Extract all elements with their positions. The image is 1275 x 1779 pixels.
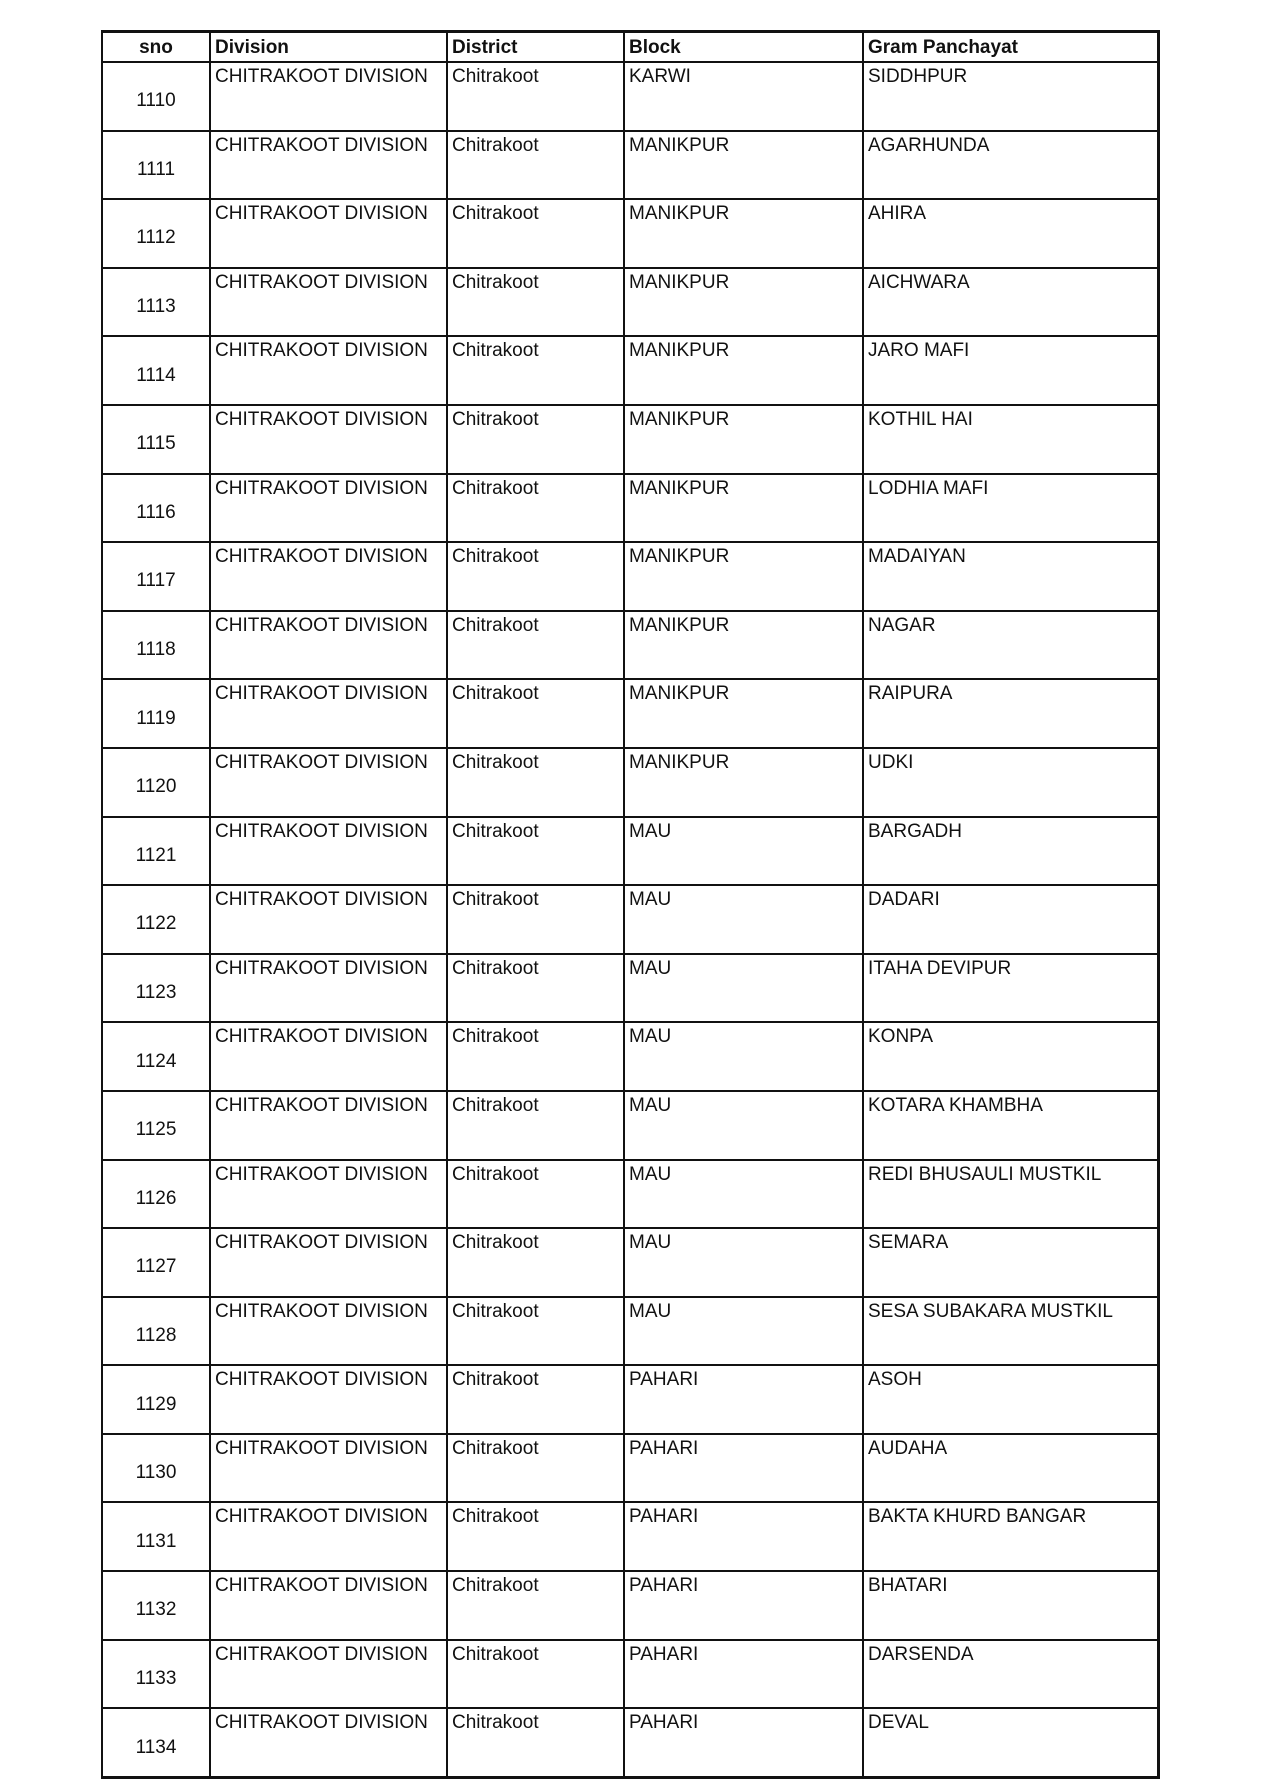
cell-block: MAU xyxy=(624,1228,863,1297)
cell-gram-panchayat: REDI BHUSAULI MUSTKIL xyxy=(863,1160,1158,1229)
cell-district: Chitrakoot xyxy=(447,1297,624,1366)
header-district: District xyxy=(447,32,624,63)
cell-block: MAU xyxy=(624,954,863,1023)
cell-block: KARWI xyxy=(624,62,863,131)
table-row xyxy=(102,131,1158,200)
cell-district: Chitrakoot xyxy=(447,268,624,337)
table-header-row xyxy=(102,32,1158,63)
cell-division: CHITRAKOOT DIVISION xyxy=(210,1022,447,1091)
cell-gram-panchayat: SIDDHPUR xyxy=(863,62,1158,131)
cell-block: MANIKPUR xyxy=(624,336,863,405)
cell-sno: 1112 xyxy=(102,199,210,268)
table-row xyxy=(102,474,1158,543)
cell-district: Chitrakoot xyxy=(447,199,624,268)
cell-district: Chitrakoot xyxy=(447,1228,624,1297)
cell-block: PAHARI xyxy=(624,1708,863,1777)
cell-district: Chitrakoot xyxy=(447,1365,624,1434)
cell-sno: 1119 xyxy=(102,679,210,748)
cell-gram-panchayat: RAIPURA xyxy=(863,679,1158,748)
header-sno: sno xyxy=(102,32,210,63)
table-row xyxy=(102,542,1158,611)
cell-district: Chitrakoot xyxy=(447,1160,624,1229)
cell-sno: 1116 xyxy=(102,474,210,543)
cell-sno: 1130 xyxy=(102,1434,210,1503)
cell-gram-panchayat: BARGADH xyxy=(863,817,1158,886)
cell-division: CHITRAKOOT DIVISION xyxy=(210,542,447,611)
cell-block: MANIKPUR xyxy=(624,474,863,543)
table-row xyxy=(102,62,1158,131)
cell-gram-panchayat: DADARI xyxy=(863,885,1158,954)
cell-gram-panchayat: JARO MAFI xyxy=(863,336,1158,405)
cell-gram-panchayat: DARSENDA xyxy=(863,1640,1158,1709)
cell-district: Chitrakoot xyxy=(447,817,624,886)
cell-division: CHITRAKOOT DIVISION xyxy=(210,1571,447,1640)
table-row xyxy=(102,336,1158,405)
header-division: Division xyxy=(210,32,447,63)
cell-district: Chitrakoot xyxy=(447,611,624,680)
cell-gram-panchayat: AICHWARA xyxy=(863,268,1158,337)
cell-sno: 1125 xyxy=(102,1091,210,1160)
cell-block: MANIKPUR xyxy=(624,268,863,337)
table-row xyxy=(102,1640,1158,1709)
cell-block: PAHARI xyxy=(624,1434,863,1503)
cell-division: CHITRAKOOT DIVISION xyxy=(210,1091,447,1160)
cell-sno: 1132 xyxy=(102,1571,210,1640)
cell-sno: 1111 xyxy=(102,131,210,200)
cell-district: Chitrakoot xyxy=(447,405,624,474)
cell-block: PAHARI xyxy=(624,1365,863,1434)
cell-gram-panchayat: AHIRA xyxy=(863,199,1158,268)
cell-division: CHITRAKOOT DIVISION xyxy=(210,817,447,886)
cell-gram-panchayat: AUDAHA xyxy=(863,1434,1158,1503)
cell-block: MANIKPUR xyxy=(624,405,863,474)
table-row xyxy=(102,1365,1158,1434)
cell-block: MAU xyxy=(624,1091,863,1160)
cell-sno: 1124 xyxy=(102,1022,210,1091)
cell-district: Chitrakoot xyxy=(447,748,624,817)
cell-division: CHITRAKOOT DIVISION xyxy=(210,1708,447,1777)
cell-block: PAHARI xyxy=(624,1502,863,1571)
cell-division: CHITRAKOOT DIVISION xyxy=(210,1640,447,1709)
cell-sno: 1110 xyxy=(102,62,210,131)
cell-gram-panchayat: AGARHUNDA xyxy=(863,131,1158,200)
cell-division: CHITRAKOOT DIVISION xyxy=(210,885,447,954)
cell-sno: 1127 xyxy=(102,1228,210,1297)
table-row xyxy=(102,1160,1158,1229)
header-gram-panchayat: Gram Panchayat xyxy=(863,32,1158,63)
cell-block: MAU xyxy=(624,817,863,886)
cell-sno: 1114 xyxy=(102,336,210,405)
cell-district: Chitrakoot xyxy=(447,679,624,748)
cell-division: CHITRAKOOT DIVISION xyxy=(210,474,447,543)
cell-sno: 1134 xyxy=(102,1708,210,1777)
cell-district: Chitrakoot xyxy=(447,542,624,611)
cell-division: CHITRAKOOT DIVISION xyxy=(210,1297,447,1366)
cell-sno: 1117 xyxy=(102,542,210,611)
table-row xyxy=(102,405,1158,474)
cell-division: CHITRAKOOT DIVISION xyxy=(210,336,447,405)
cell-block: PAHARI xyxy=(624,1571,863,1640)
cell-district: Chitrakoot xyxy=(447,474,624,543)
table-row xyxy=(102,817,1158,886)
cell-division: CHITRAKOOT DIVISION xyxy=(210,405,447,474)
cell-sno: 1115 xyxy=(102,405,210,474)
cell-district: Chitrakoot xyxy=(447,1022,624,1091)
gram-panchayat-table xyxy=(101,30,1160,1779)
cell-division: CHITRAKOOT DIVISION xyxy=(210,679,447,748)
header-block: Block xyxy=(624,32,863,63)
cell-district: Chitrakoot xyxy=(447,1640,624,1709)
table-row xyxy=(102,1022,1158,1091)
cell-gram-panchayat: SEMARA xyxy=(863,1228,1158,1297)
cell-block: MANIKPUR xyxy=(624,542,863,611)
cell-division: CHITRAKOOT DIVISION xyxy=(210,1228,447,1297)
cell-sno: 1118 xyxy=(102,611,210,680)
cell-block: MAU xyxy=(624,1160,863,1229)
cell-sno: 1121 xyxy=(102,817,210,886)
cell-division: CHITRAKOOT DIVISION xyxy=(210,199,447,268)
cell-gram-panchayat: LODHIA MAFI xyxy=(863,474,1158,543)
cell-block: MAU xyxy=(624,885,863,954)
cell-district: Chitrakoot xyxy=(447,1571,624,1640)
cell-block: MAU xyxy=(624,1022,863,1091)
cell-gram-panchayat: ITAHA DEVIPUR xyxy=(863,954,1158,1023)
table-row xyxy=(102,1571,1158,1640)
cell-division: CHITRAKOOT DIVISION xyxy=(210,954,447,1023)
table-row xyxy=(102,1297,1158,1366)
cell-sno: 1131 xyxy=(102,1502,210,1571)
cell-block: MANIKPUR xyxy=(624,679,863,748)
cell-sno: 1122 xyxy=(102,885,210,954)
cell-sno: 1126 xyxy=(102,1160,210,1229)
cell-block: MAU xyxy=(624,1297,863,1366)
cell-division: CHITRAKOOT DIVISION xyxy=(210,1502,447,1571)
cell-gram-panchayat: MADAIYAN xyxy=(863,542,1158,611)
cell-division: CHITRAKOOT DIVISION xyxy=(210,748,447,817)
table-row xyxy=(102,885,1158,954)
cell-district: Chitrakoot xyxy=(447,336,624,405)
cell-sno: 1129 xyxy=(102,1365,210,1434)
table-body xyxy=(102,62,1158,1777)
cell-gram-panchayat: DEVAL xyxy=(863,1708,1158,1777)
cell-district: Chitrakoot xyxy=(447,885,624,954)
cell-division: CHITRAKOOT DIVISION xyxy=(210,62,447,131)
cell-sno: 1113 xyxy=(102,268,210,337)
cell-district: Chitrakoot xyxy=(447,131,624,200)
cell-gram-panchayat: KOTHIL HAI xyxy=(863,405,1158,474)
cell-district: Chitrakoot xyxy=(447,1502,624,1571)
cell-gram-panchayat: NAGAR xyxy=(863,611,1158,680)
cell-gram-panchayat: KOTARA KHAMBHA xyxy=(863,1091,1158,1160)
cell-sno: 1133 xyxy=(102,1640,210,1709)
table-row xyxy=(102,954,1158,1023)
cell-gram-panchayat: BHATARI xyxy=(863,1571,1158,1640)
cell-district: Chitrakoot xyxy=(447,1091,624,1160)
cell-block: PAHARI xyxy=(624,1640,863,1709)
cell-division: CHITRAKOOT DIVISION xyxy=(210,131,447,200)
cell-district: Chitrakoot xyxy=(447,954,624,1023)
cell-division: CHITRAKOOT DIVISION xyxy=(210,1365,447,1434)
cell-block: MANIKPUR xyxy=(624,611,863,680)
table-row xyxy=(102,1708,1158,1777)
cell-division: CHITRAKOOT DIVISION xyxy=(210,611,447,680)
table-row xyxy=(102,1091,1158,1160)
cell-gram-panchayat: BAKTA KHURD BANGAR xyxy=(863,1502,1158,1571)
cell-block: MANIKPUR xyxy=(624,199,863,268)
table-row xyxy=(102,611,1158,680)
cell-district: Chitrakoot xyxy=(447,1434,624,1503)
cell-division: CHITRAKOOT DIVISION xyxy=(210,268,447,337)
cell-sno: 1120 xyxy=(102,748,210,817)
cell-gram-panchayat: UDKI xyxy=(863,748,1158,817)
cell-sno: 1123 xyxy=(102,954,210,1023)
table-row xyxy=(102,1228,1158,1297)
cell-division: CHITRAKOOT DIVISION xyxy=(210,1434,447,1503)
table-row xyxy=(102,679,1158,748)
table-row xyxy=(102,268,1158,337)
cell-sno: 1128 xyxy=(102,1297,210,1366)
table-row xyxy=(102,1434,1158,1503)
cell-district: Chitrakoot xyxy=(447,62,624,131)
cell-division: CHITRAKOOT DIVISION xyxy=(210,1160,447,1229)
table-row xyxy=(102,1502,1158,1571)
cell-gram-panchayat: SESA SUBAKARA MUSTKIL xyxy=(863,1297,1158,1366)
cell-gram-panchayat: ASOH xyxy=(863,1365,1158,1434)
cell-gram-panchayat: KONPA xyxy=(863,1022,1158,1091)
table-row xyxy=(102,199,1158,268)
cell-block: MANIKPUR xyxy=(624,748,863,817)
cell-block: MANIKPUR xyxy=(624,131,863,200)
cell-district: Chitrakoot xyxy=(447,1708,624,1777)
table-row xyxy=(102,748,1158,817)
